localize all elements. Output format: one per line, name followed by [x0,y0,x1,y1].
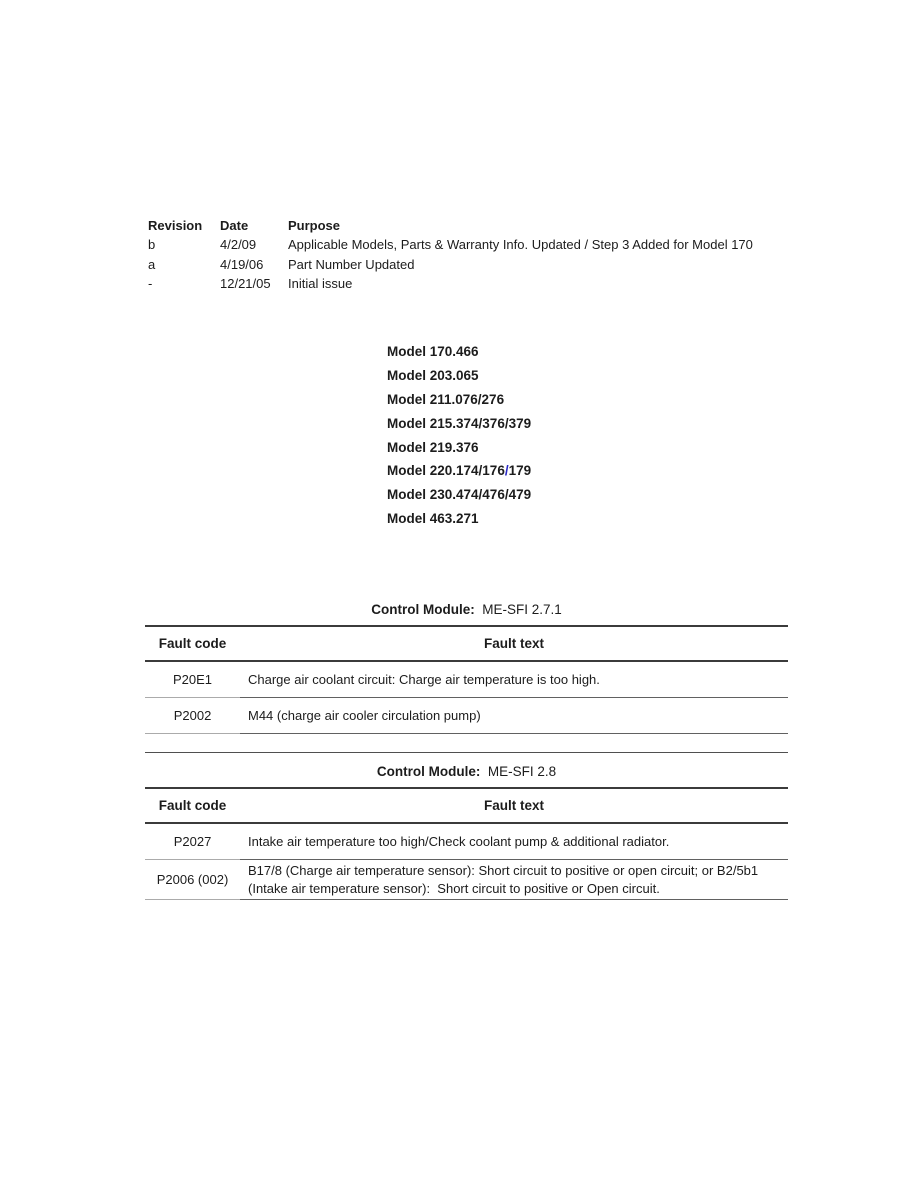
fault-text-header: Fault text [483,798,544,813]
fault-table-2 [145,787,788,900]
model-text: Model 219.376 [387,439,479,455]
date-cell: 4/19/06 [220,256,264,272]
revision-cell: a [148,256,156,272]
fault-row [145,662,788,698]
fault-table-1 [145,625,788,734]
purpose-cell: Applicable Models, Parts & Warranty Info. Updated / Step 3 Added for Model 170 [288,237,753,253]
control-module-heading-2 [145,763,788,780]
model-list [387,340,531,530]
model-item [387,340,531,364]
date-col-header: Date [220,218,249,233]
fault-row [145,824,788,860]
model-item [387,507,531,531]
model-item [387,483,531,507]
fault-table-header-row [145,787,788,824]
date-cell: 4/2/09 [220,237,257,253]
control-module-label: Control Module: [371,602,475,617]
fault-code-header: Fault code [158,798,227,813]
fault-table-header-row [145,625,788,662]
revision-cell: b [148,237,156,253]
model-item [387,388,531,412]
fault-row [145,860,788,900]
fault-text-header: Fault text [483,636,544,651]
fault-text-cell: M44 (charge air cooler circulation pump) [240,698,788,734]
revision-cell: - [148,276,153,292]
revision-table [148,216,858,294]
revision-col-header: Revision [148,218,203,233]
fault-code-cell: P2006 (002) [145,860,240,900]
model-text-blue: / [504,463,509,479]
control-module-value: ME-SFI 2.7.1 [482,602,562,617]
control-module-value: ME-SFI 2.8 [487,764,557,779]
model-text: 179 [508,463,532,479]
model-text: Model 230.474/476/479 [387,487,532,503]
model-item [387,364,531,388]
model-item [387,459,531,483]
model-text: Model 463.271 [387,510,479,526]
fault-text-cell: Charge air coolant circuit: Charge air temperature is too high. [240,662,788,698]
fault-code-cell: P2002 [145,698,240,734]
purpose-col-header: Purpose [288,218,341,233]
fault-text-cell: B17/8 (Charge air temperature sensor): Short circuit to positive or open circuit; or B2/5b1 (Intake air temperature sensor): Short circuit to positive or Open circuit. [240,860,788,900]
model-text: Model 220.174/176 [387,463,505,479]
date-cell: 12/21/05 [220,276,271,292]
purpose-cell: Initial issue [288,276,353,292]
model-item [387,435,531,459]
fault-code-cell: P20E1 [145,662,240,698]
model-item [387,411,531,435]
section-divider-rule [145,752,788,753]
model-text: Model 215.374/376/379 [387,415,532,431]
purpose-cell: Part Number Updated [288,256,415,272]
control-module-label: Control Module: [376,764,481,779]
control-module-heading-1 [145,601,788,618]
model-text: Model 203.065 [387,368,479,384]
model-text: Model 211.076/276 [387,391,505,407]
fault-text-cell: Intake air temperature too high/Check coolant pump & additional radiator. [240,824,788,860]
fault-row [145,698,788,734]
model-text: Model 170.466 [387,344,479,360]
fault-code-cell: P2027 [145,824,240,860]
fault-code-header: Fault code [158,636,227,651]
